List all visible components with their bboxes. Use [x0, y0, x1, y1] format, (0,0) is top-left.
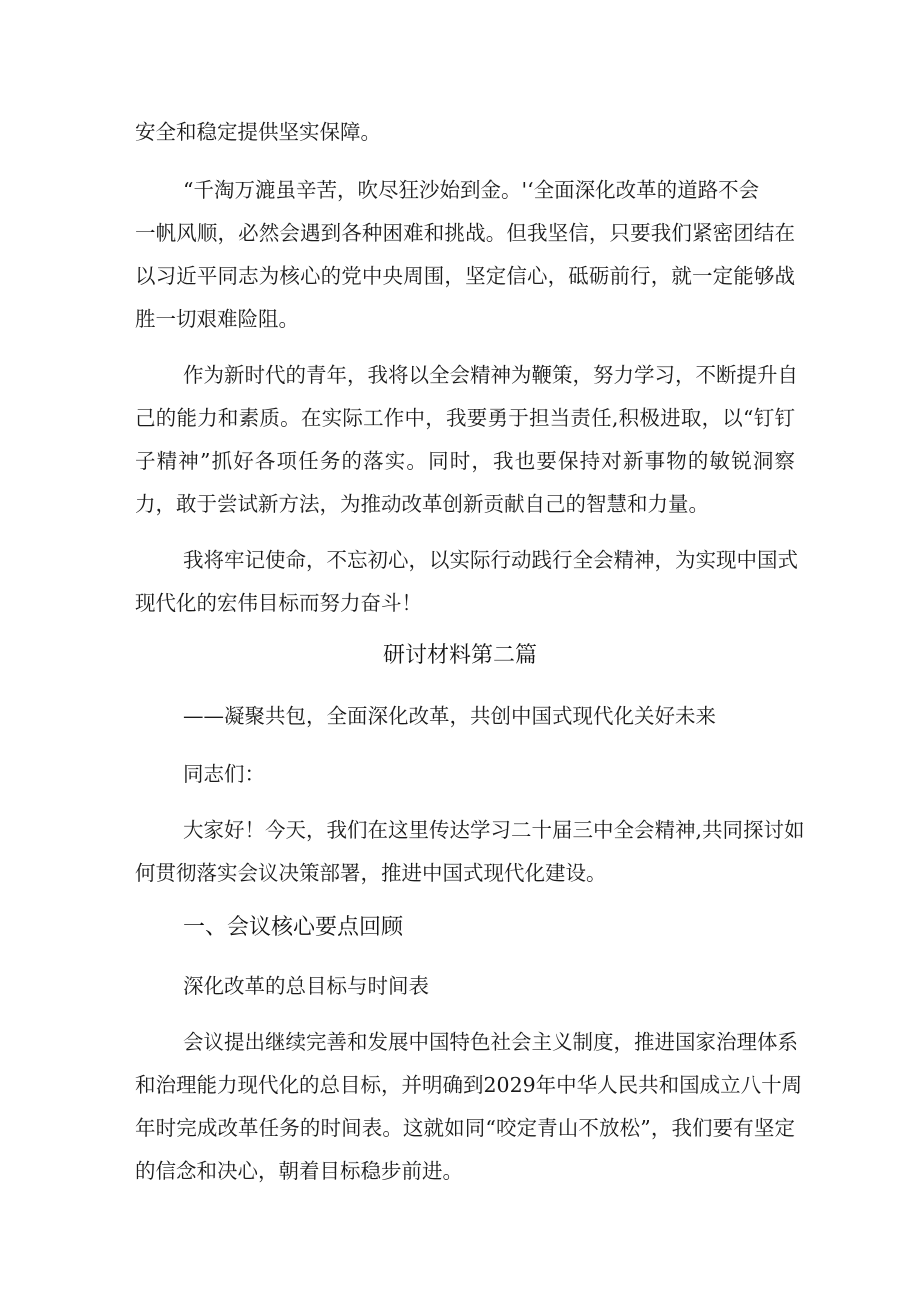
paragraph-line: 己的能力和素质。在实际工作中，我要勇于担当责任,积极进取，以“钉钉	[135, 406, 795, 430]
paragraph-line: 力，敢于尝试新方法，为推动改革创新贡献自己的智慧和力量。	[135, 492, 709, 516]
section-subheading: 深化改革的总目标与时间表	[183, 974, 429, 998]
paragraph-line: 胜一切艰难险阻。	[135, 307, 299, 331]
salutation: 同志们：	[183, 762, 265, 786]
paragraph-line: 大家好！今天，我们在这里传达学习二十届三中全会精神,共同探讨如	[183, 818, 805, 842]
paragraph-line: 我将牢记使命，不忘初心，以实际行动践行全会精神，为实现中国式	[183, 548, 798, 572]
paragraph-line: 以习近平同志为核心的党中央周围，坚定信心，砥砺前行，就一定能够战	[135, 264, 795, 288]
paragraph-line: 现代化的宏伟目标而努力奋斗！	[135, 591, 422, 615]
article-title: 研讨材料第二篇	[382, 643, 537, 668]
paragraph-line: 的信念和决心，朝着目标稳步前进。	[135, 1159, 463, 1183]
paragraph-line: 何贯彻落实会议决策部署，推进中国式现代化建设。	[135, 861, 607, 885]
paragraph-line: 会议提出继续完善和发展中国特色社会主义制度，推进国家治理体系	[183, 1030, 798, 1054]
article-subtitle: ——凝聚共包，全面深化改革，共创中国式现代化关好未来	[183, 704, 716, 728]
paragraph-line: 年时完成改革任务的时间表。这就如同“咬定青山不放松”，我们要有坚定	[135, 1116, 795, 1140]
paragraph-line: “千淘万漉虽辛苦，吹尽狂沙始到金。'‘全面深化改革的道路不会	[183, 178, 760, 202]
paragraph-line: 子精神”抓好各项任务的落实。同时，我也要保持对新事物的敏锐洞察	[135, 449, 795, 473]
paragraph-line: 和治理能力现代化的总目标，并明确到2029年中华人民共和国成立八十周	[135, 1073, 803, 1097]
paragraph-line: 安全和稳定提供坚实保障。	[135, 120, 381, 144]
paragraph-line: 一帆风顺，必然会遇到各种困难和挑战。但我坚信，只要我们紧密团结在	[135, 221, 795, 245]
section-heading: 一、会议核心要点回顾	[183, 915, 404, 940]
paragraph-line: 作为新时代的青年，我将以全会精神为鞭策，努力学习，不断提升自	[183, 363, 798, 387]
